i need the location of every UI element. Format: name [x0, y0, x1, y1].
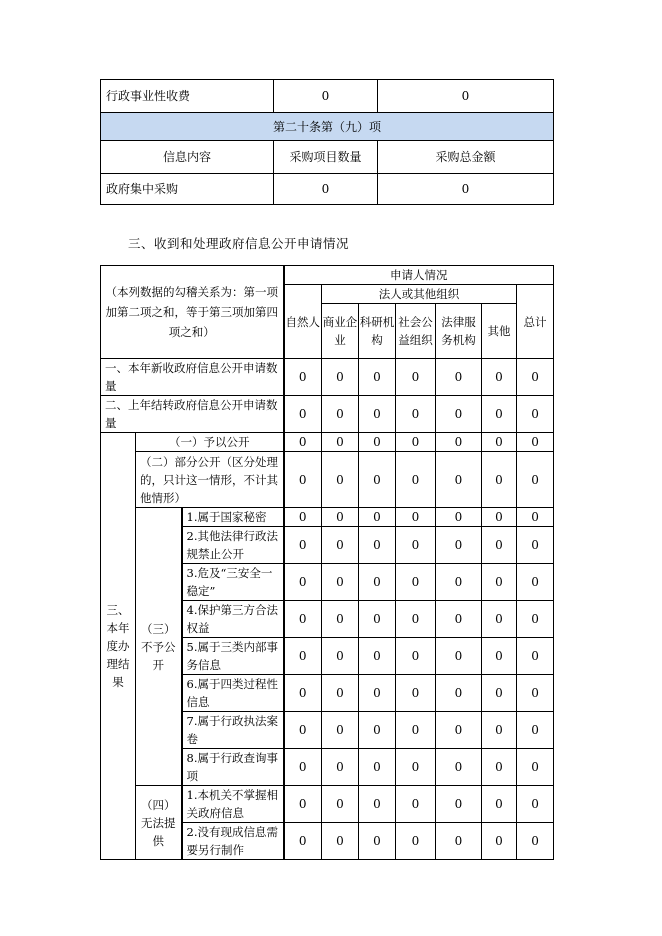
value-cell: 0: [359, 675, 396, 712]
value-cell: 0: [322, 601, 359, 638]
value-cell: 0: [359, 564, 396, 601]
value-cell: 0: [284, 749, 322, 786]
value-cell: 0: [482, 452, 517, 508]
value-cell: 0: [517, 786, 554, 823]
value-cell: 0: [359, 396, 396, 433]
row-label: 政府集中采购: [101, 174, 274, 205]
value-cell: 0: [284, 823, 322, 860]
value-cell: 0: [284, 396, 322, 433]
value-cell: 0: [396, 601, 436, 638]
row-label: 2.其他法律行政法规禁止公开: [182, 527, 284, 564]
value-cell: 0: [322, 359, 359, 396]
value-cell: 0: [396, 452, 436, 508]
column-header: 社会公益组织: [396, 304, 436, 359]
value-cell: 0: [517, 712, 554, 749]
value-cell: 0: [482, 508, 517, 527]
row-label: 4.保护第三方合法权益: [182, 601, 284, 638]
value-cell: 0: [517, 452, 554, 508]
value-cell: 0: [284, 508, 322, 527]
value-cell: 0: [322, 527, 359, 564]
value-cell: 0: [517, 675, 554, 712]
value-cell: 0: [436, 786, 482, 823]
value-cell: 0: [359, 601, 396, 638]
value-cell: 0: [482, 564, 517, 601]
value-cell: 0: [482, 396, 517, 433]
applicant-header: 申请人情况: [284, 266, 554, 285]
value-cell: 0: [517, 508, 554, 527]
natural-person-header: 自然人: [284, 285, 322, 359]
table-row: [101, 359, 554, 396]
row-label: 行政事业性收费: [101, 80, 274, 113]
value-cell: 0: [396, 396, 436, 433]
column-header: 其他: [482, 304, 517, 359]
table-row: [101, 174, 554, 205]
value-cell: 0: [359, 823, 396, 860]
value-cell: 0: [436, 452, 482, 508]
table-row: [101, 508, 554, 527]
section-title: 三、收到和处理政府信息公开申请情况: [128, 236, 350, 251]
total-header: 总计: [517, 285, 554, 359]
value-cell: 0: [284, 527, 322, 564]
value-cell: 0: [396, 508, 436, 527]
value-cell: 0: [284, 675, 322, 712]
value-cell: 0: [322, 823, 359, 860]
column-header: 商业企业: [322, 304, 359, 359]
value-cell: 0: [322, 433, 359, 452]
value-cell: 0: [517, 601, 554, 638]
row-label: 6.属于四类过程性信息: [182, 675, 284, 712]
value-cell: 0: [284, 638, 322, 675]
value-cell: 0: [378, 80, 554, 113]
value-cell: 0: [359, 359, 396, 396]
value-cell: 0: [396, 675, 436, 712]
value-cell: 0: [359, 749, 396, 786]
row-label: 1.属于国家秘密: [182, 508, 284, 527]
value-cell: 0: [482, 527, 517, 564]
application-stats-table: [100, 265, 554, 860]
value-cell: 0: [396, 433, 436, 452]
row-label: 一、本年新收政府信息公开申请数量: [101, 359, 284, 396]
value-cell: 0: [284, 601, 322, 638]
value-cell: 0: [482, 823, 517, 860]
column-header: 科研机构: [359, 304, 396, 359]
value-cell: 0: [517, 749, 554, 786]
value-cell: 0: [359, 786, 396, 823]
column-header: 采购总金额: [378, 141, 554, 174]
value-cell: 0: [322, 712, 359, 749]
group-label: （三）不予公开: [136, 508, 182, 786]
row-label: 二、上年结转政府信息公开申请数量: [101, 396, 284, 433]
value-cell: 0: [322, 786, 359, 823]
row-label: （一）予以公开: [136, 433, 284, 452]
table-row: [101, 80, 554, 113]
value-cell: 0: [396, 786, 436, 823]
value-cell: 0: [322, 749, 359, 786]
row-label: 8.属于行政查询事项: [182, 749, 284, 786]
value-cell: 0: [436, 601, 482, 638]
value-cell: 0: [482, 749, 517, 786]
value-cell: 0: [322, 508, 359, 527]
value-cell: 0: [396, 749, 436, 786]
table-row: [101, 786, 554, 823]
value-cell: 0: [359, 433, 396, 452]
section-band: 第二十条第（九）项: [101, 113, 554, 141]
value-cell: 0: [396, 638, 436, 675]
value-cell: 0: [517, 359, 554, 396]
table-row: [101, 452, 554, 508]
row-label: 3.危及“三安全一稳定”: [182, 564, 284, 601]
value-cell: 0: [396, 823, 436, 860]
value-cell: 0: [274, 80, 378, 113]
value-cell: 0: [436, 359, 482, 396]
value-cell: 0: [517, 396, 554, 433]
value-cell: 0: [436, 433, 482, 452]
value-cell: 0: [482, 712, 517, 749]
value-cell: 0: [482, 675, 517, 712]
value-cell: 0: [482, 601, 517, 638]
value-cell: 0: [436, 564, 482, 601]
value-cell: 0: [482, 433, 517, 452]
value-cell: 0: [284, 452, 322, 508]
value-cell: 0: [436, 508, 482, 527]
value-cell: 0: [274, 174, 378, 205]
row-label: （二）部分公开（区分处理的，只计这一情形，不计其他情形）: [136, 452, 284, 508]
value-cell: 0: [436, 749, 482, 786]
value-cell: 0: [322, 452, 359, 508]
value-cell: 0: [322, 396, 359, 433]
row-label: 7.属于行政执法案卷: [182, 712, 284, 749]
value-cell: 0: [284, 564, 322, 601]
value-cell: 0: [482, 786, 517, 823]
table-row: [101, 433, 554, 452]
value-cell: 0: [436, 675, 482, 712]
legal-org-header: 法人或其他组织: [322, 285, 517, 304]
value-cell: 0: [517, 638, 554, 675]
value-cell: 0: [284, 359, 322, 396]
section3-label: 三、本年度办理结果: [101, 433, 136, 860]
value-cell: 0: [396, 712, 436, 749]
table-row: [101, 396, 554, 433]
value-cell: 0: [396, 564, 436, 601]
value-cell: 0: [517, 527, 554, 564]
value-cell: 0: [396, 527, 436, 564]
row-label: 5.属于三类内部事务信息: [182, 638, 284, 675]
row-label: 1.本机关不掌握相关政府信息: [182, 786, 284, 823]
value-cell: 0: [436, 712, 482, 749]
value-cell: 0: [517, 823, 554, 860]
note-cell: （本列数据的勾稽关系为：第一项加第二项之和，等于第三项加第四项之和）: [101, 266, 284, 359]
column-header: 信息内容: [101, 141, 274, 174]
value-cell: 0: [322, 564, 359, 601]
table-header-row: [101, 266, 554, 285]
value-cell: 0: [436, 638, 482, 675]
value-cell: 0: [482, 638, 517, 675]
value-cell: 0: [359, 452, 396, 508]
table-header-row: [101, 141, 554, 174]
value-cell: 0: [284, 433, 322, 452]
group-label: （四）无法提供: [136, 786, 182, 860]
value-cell: 0: [359, 508, 396, 527]
value-cell: 0: [396, 359, 436, 396]
value-cell: 0: [436, 823, 482, 860]
value-cell: 0: [378, 174, 554, 205]
value-cell: 0: [322, 638, 359, 675]
value-cell: 0: [482, 359, 517, 396]
column-header: 法律服务机构: [436, 304, 482, 359]
disclosure-fee-table: [100, 79, 554, 205]
value-cell: 0: [359, 638, 396, 675]
value-cell: 0: [517, 433, 554, 452]
column-header: 采购项目数量: [274, 141, 378, 174]
value-cell: 0: [436, 527, 482, 564]
table-row: [101, 113, 554, 141]
value-cell: 0: [517, 564, 554, 601]
value-cell: 0: [284, 712, 322, 749]
value-cell: 0: [359, 527, 396, 564]
value-cell: 0: [359, 712, 396, 749]
value-cell: 0: [284, 786, 322, 823]
value-cell: 0: [322, 675, 359, 712]
value-cell: 0: [436, 396, 482, 433]
row-label: 2.没有现成信息需要另行制作: [182, 823, 284, 860]
